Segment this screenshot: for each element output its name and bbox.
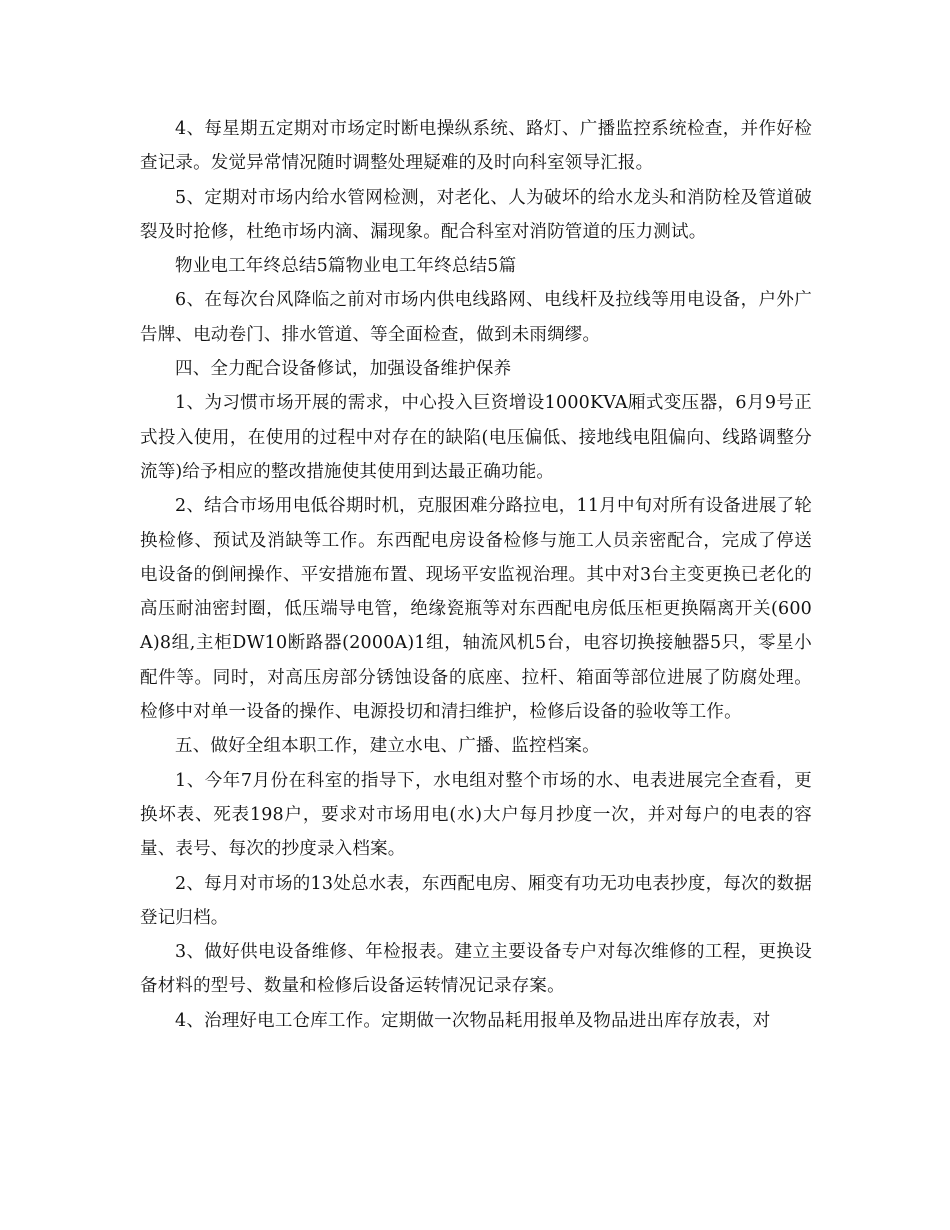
- paragraph-water-network-check: 5、定期对市场内给水管网检测，对老化、人为破坏的给水龙头和消防栓及管道破裂及时抢修，杜绝市场内滴、漏现象。配合科室对消防管道的压力测试。: [140, 187, 812, 242]
- paragraph-typhoon-check: 6、在每次台风降临之前对市场内供电线路网、电线杆及拉线等用电设备，户外广告牌、电动卷门、排水管道、等全面检查，做到未雨绸缪。: [140, 290, 812, 345]
- paragraph-weekly-power-check: 4、每星期五定期对市场定时断电操纵系统、路灯、广播监控系统检查，并作好检查记录。发觉异常情况随时调整处理疑难的及时向科室领导汇报。: [140, 119, 812, 174]
- section-heading-5: 五、做好全组本职工作，建立水电、广播、监控档案。: [175, 736, 600, 757]
- paragraph-transformer: 1、为习惯市场开展的需求，中心投入巨资增设1000KVA厢式变压器，6月9号正式投入使用，在使用的过程中对存在的缺陷(电压偏低、接地线电阻偏向、线路调整分流等)给予相应的整改措施使其使用到达最正确功能。: [140, 393, 812, 482]
- section-heading-4: 四、全力配合设备修试，加强设备维护保养: [175, 359, 512, 380]
- paragraph-title-line: 物业电工年终总结5篇物业电工年终总结5篇: [175, 256, 517, 277]
- paragraph-repair-records: 3、做好供电设备维修、年检报表。建立主要设备专户对每次维修的工程，更换设备材料的型号、数量和检修后设备运转情况记录存案。: [140, 942, 812, 997]
- paragraph-meter-check: 1、今年7月份在科室的指导下，水电组对整个市场的水、电表进展完全查看，更换坏表、死表198户，要求对市场用电(水)大户每月抄度一次，并对每户的电表的容量、表号、每次的抄度录入档案。: [140, 770, 812, 860]
- paragraph-warehouse: 4、治理好电工仓库工作。定期做一次物品耗用报单及物品进出库存放表，对: [175, 1010, 771, 1031]
- paragraph-maintenance: 2、结合市场用电低谷期时机，克服困难分路拉电，11月中旬对所有设备进展了轮换检修、预试及消缺等工作。东西配电房设备检修与施工人员亲密配合，完成了停送电设备的倒闸操作、平安措施布置、现场平安监视治理。其中对3台主变更换已老化的高压耐油密封圈，低压端导电管，绝缘瓷瓶等对东西配电房低压柜更换隔离开关(600A)8组,主柜DW10断路器(2000A)1组，轴流风机5台，电容切换接触器5只，零星小配件等。同时，对高压房部分锈蚀设备的底座、拉杆、箱面等部位进展了防腐处理。检修中对单一设备的操作、电源投切和清扫维护，检修后设备的验收等工作。: [140, 496, 812, 723]
- document-body: [140, 112, 812, 1038]
- paragraph-monthly-reading: 2、每月对市场的13处总水表，东西配电房、厢变有功无功电表抄度，每次的数据登记归档。: [140, 873, 812, 928]
